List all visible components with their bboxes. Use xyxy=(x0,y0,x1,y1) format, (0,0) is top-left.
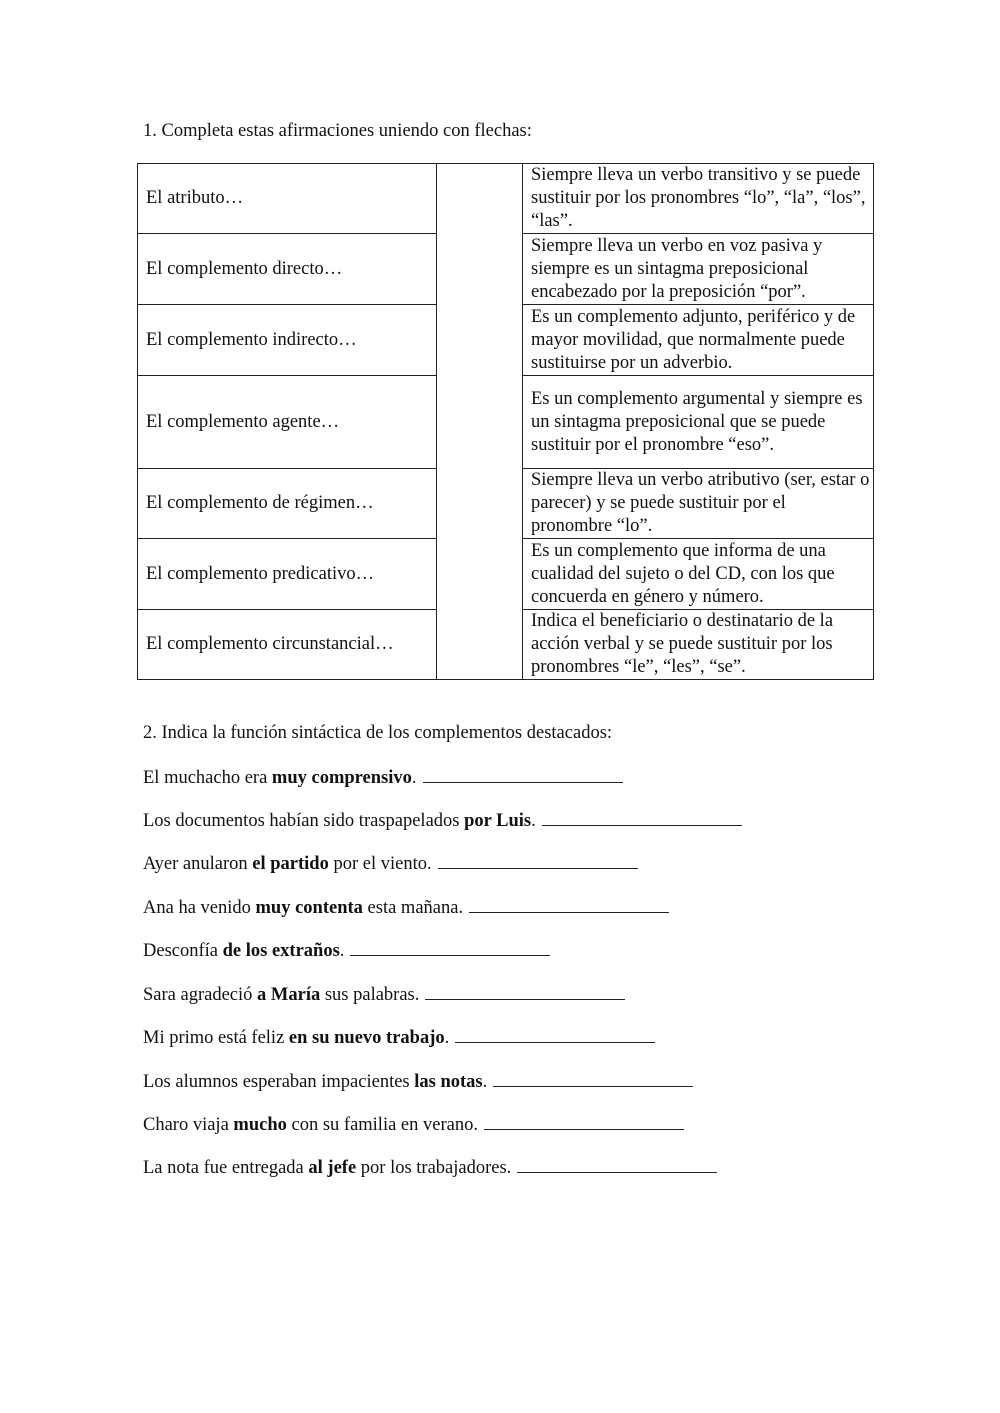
sentence-text: Los documentos habían sido traspapelados xyxy=(143,811,465,831)
right-item[interactable]: Es un complemento adjunto, periférico y de mayor movilidad, que normalmente puede sustituirse por un adverbio. xyxy=(523,305,874,376)
sentence-text: Ayer anularon xyxy=(143,854,253,874)
sentence-text: Mi primo está feliz xyxy=(143,1028,289,1048)
sentence-line xyxy=(143,939,550,962)
sentence-line xyxy=(143,1113,684,1136)
sentence-text: . xyxy=(531,811,536,831)
sentence-line xyxy=(143,1026,655,1049)
sentence-line xyxy=(143,896,669,919)
answer-blank[interactable] xyxy=(350,939,550,956)
sentence-text: Charo viaja xyxy=(143,1115,234,1135)
sentence-text: . xyxy=(411,768,417,788)
highlighted-complement: en su nuevo trabajo xyxy=(288,1028,445,1048)
answer-blank[interactable] xyxy=(423,766,623,783)
highlighted-complement: a María xyxy=(257,985,321,1005)
highlighted-complement: al jefe xyxy=(308,1158,357,1178)
answer-blank[interactable] xyxy=(455,1026,655,1043)
answer-blank[interactable] xyxy=(438,852,638,869)
sentence-line xyxy=(143,852,638,875)
sentence-text: Desconfía xyxy=(143,941,223,961)
left-item[interactable]: El complemento de régimen… xyxy=(138,469,437,539)
sentence-line xyxy=(143,809,742,832)
left-item[interactable]: El complemento directo… xyxy=(138,234,437,305)
right-item[interactable]: Indica el beneficiario o destinatario de la acción verbal y se puede sustituir por los pronombres “le”, “les”, “se”. xyxy=(523,610,874,680)
left-item[interactable]: El complemento agente… xyxy=(138,376,437,469)
sentence-line xyxy=(143,1070,693,1093)
answer-blank[interactable] xyxy=(484,1113,684,1130)
left-item[interactable]: El complemento indirecto… xyxy=(138,305,437,376)
highlighted-complement: de los extraños xyxy=(222,941,340,961)
right-item[interactable]: Siempre lleva un verbo en voz pasiva y siempre es un sintagma preposicional encabezado por la preposición “por”. xyxy=(523,234,874,305)
answer-blank[interactable] xyxy=(493,1070,693,1087)
highlighted-complement: mucho xyxy=(233,1115,287,1135)
sentence-text: esta mañana. xyxy=(362,898,464,918)
right-item[interactable]: Es un complemento que informa de una cualidad del sujeto o del CD, con los que concuerda en género y número. xyxy=(523,539,874,610)
sentence-text: por los trabajadores. xyxy=(356,1158,512,1178)
highlighted-complement: el partido xyxy=(252,854,329,874)
answer-blank[interactable] xyxy=(469,896,669,913)
highlighted-complement: muy contenta xyxy=(255,898,363,918)
sentence-text: por el viento. xyxy=(328,854,432,874)
sentence-line xyxy=(143,766,623,789)
sentence-text: El muchacho era xyxy=(143,768,272,788)
arrow-area[interactable] xyxy=(437,164,523,680)
sentence-text: Sara agradeció xyxy=(143,985,258,1005)
sentence-text: sus palabras. xyxy=(320,985,420,1005)
exercise-1-heading: 1. Completa estas afirmaciones uniendo con flechas: xyxy=(143,121,532,141)
right-item[interactable]: Siempre lleva un verbo atributivo (ser, estar o parecer) y se puede sustituir por el pronombre “lo”. xyxy=(523,469,874,539)
sentence-text: . xyxy=(444,1028,450,1048)
answer-blank[interactable] xyxy=(425,983,625,1000)
left-item[interactable]: El complemento circunstancial… xyxy=(138,610,437,680)
sentence-line xyxy=(143,1156,717,1179)
highlighted-complement: muy comprensivo xyxy=(271,768,412,788)
answer-blank[interactable] xyxy=(542,809,742,826)
sentence-text: . xyxy=(482,1072,488,1092)
exercise-2-heading: 2. Indica la función sintáctica de los complementos destacados: xyxy=(143,723,613,743)
sentence-text: . xyxy=(339,941,345,961)
matching-table xyxy=(137,163,874,680)
right-item[interactable]: Es un complemento argumental y siempre es un sintagma preposicional que se puede sustituir por el pronombre “eso”. xyxy=(523,376,874,469)
answer-blank[interactable] xyxy=(517,1156,717,1173)
sentence-line xyxy=(143,983,625,1006)
left-item[interactable]: El atributo… xyxy=(138,164,437,234)
sentence-text: Los alumnos esperaban impacientes xyxy=(143,1072,415,1092)
left-item[interactable]: El complemento predicativo… xyxy=(138,539,437,610)
sentence-text: La nota fue entregada xyxy=(143,1158,309,1178)
sentence-text: Ana ha venido xyxy=(143,898,256,918)
table-row xyxy=(138,164,874,234)
right-item[interactable]: Siempre lleva un verbo transitivo y se puede sustituir por los pronombres “lo”, “la”, “los”, “las”. xyxy=(523,164,874,234)
highlighted-complement: las notas xyxy=(414,1072,483,1092)
highlighted-complement: por Luis xyxy=(464,811,532,831)
sentence-text: con su familia en verano. xyxy=(286,1115,478,1135)
